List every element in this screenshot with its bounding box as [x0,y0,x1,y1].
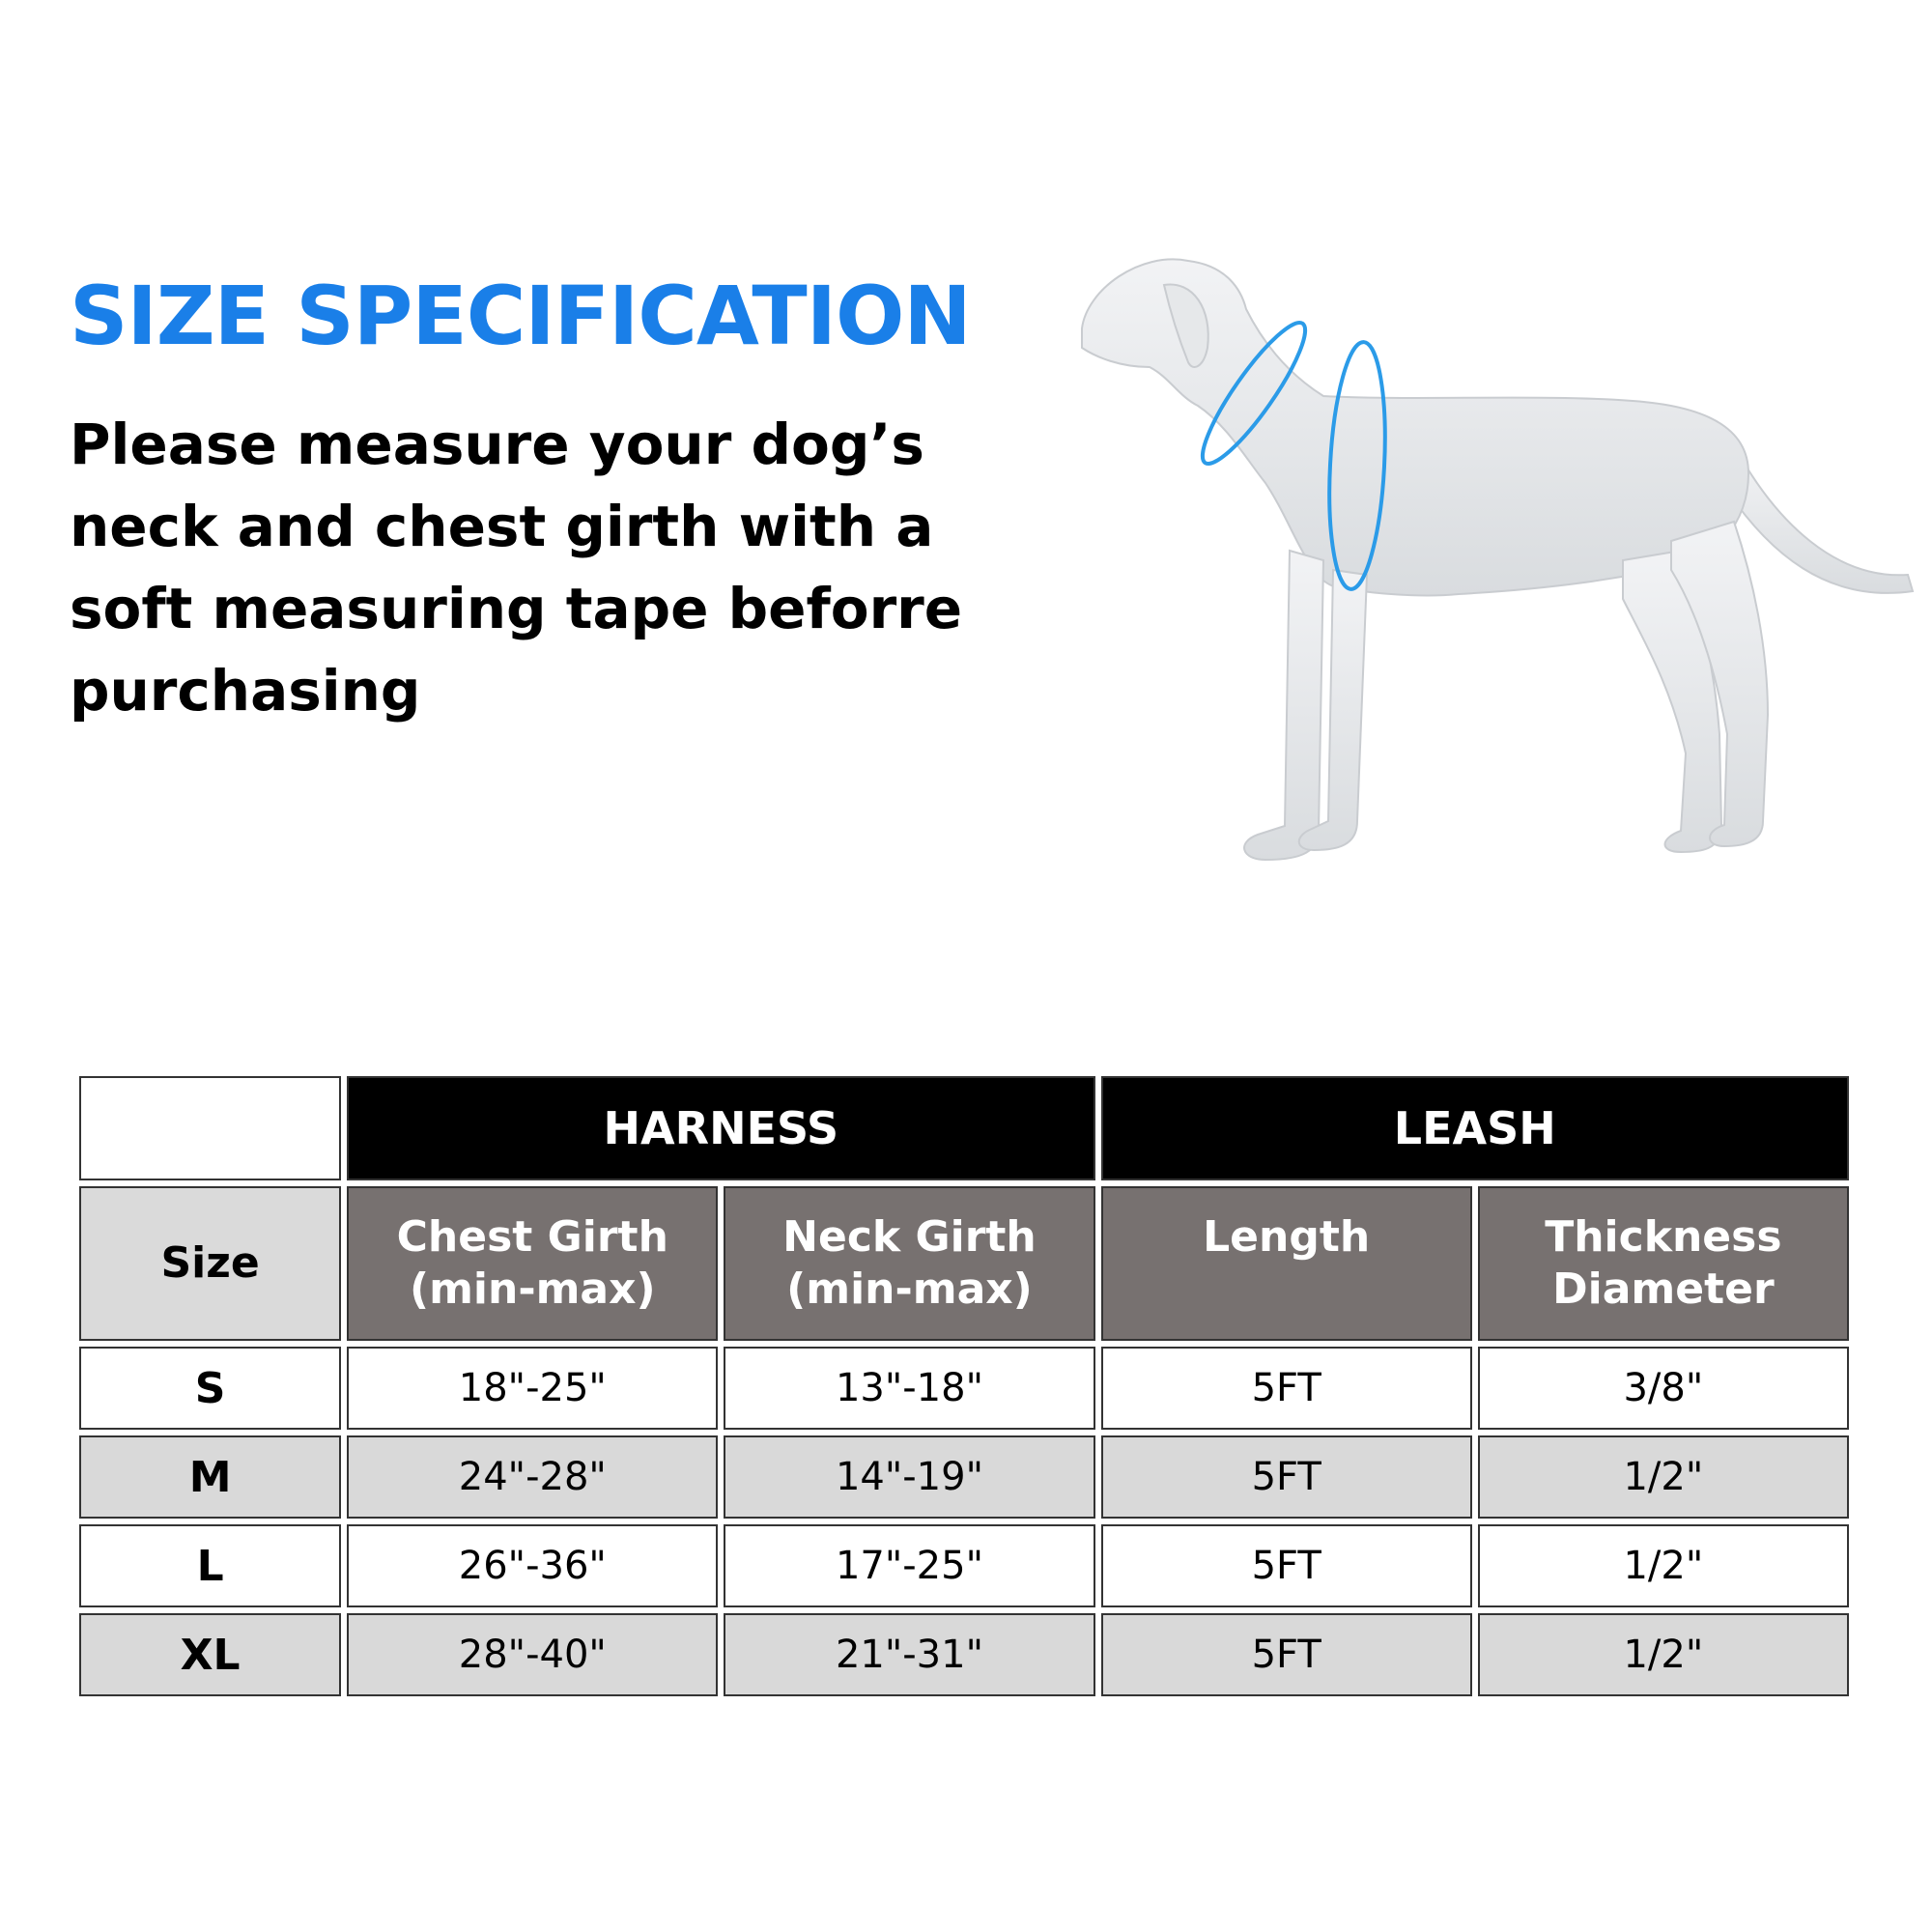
leash-group-header: LEASH [1101,1076,1849,1180]
column-header-row [79,1186,1849,1341]
size-cell: S [79,1347,341,1430]
chest-girth-column-header [347,1186,718,1341]
neck-header-line1: Neck Girth [782,1212,1037,1262]
thickness-cell: 3/8" [1478,1347,1849,1430]
thickness-cell: 1/2" [1478,1524,1849,1607]
size-chart-table [73,1070,1855,1702]
size-cell: M [79,1435,341,1519]
size-cell: XL [79,1613,341,1696]
thickness-header-line2: Diameter [1552,1264,1775,1314]
harness-group-header: HARNESS [347,1076,1094,1180]
neck-girth-cell: 17"-25" [724,1524,1094,1607]
thickness-column-header [1478,1186,1849,1341]
neck-header-line2: (min-max) [786,1264,1033,1314]
measuring-instructions: Please measure your dog’s neck and chest girth with a soft measuring tape beforre purchasing [70,412,963,724]
length-cell: 5FT [1101,1524,1472,1607]
table-row [79,1524,1849,1607]
table-row [79,1347,1849,1430]
chest-girth-cell: 24"-28" [347,1435,718,1519]
thickness-cell: 1/2" [1478,1613,1849,1696]
size-column-header: Size [79,1186,341,1341]
length-column-header [1101,1186,1472,1341]
neck-girth-column-header [724,1186,1094,1341]
length-cell: 5FT [1101,1347,1472,1430]
thickness-header-line1: Thickness [1545,1212,1782,1262]
table-row [79,1435,1849,1519]
chest-header-line1: Chest Girth [396,1212,668,1262]
chest-girth-cell: 28"-40" [347,1613,718,1696]
length-cell: 5FT [1101,1613,1472,1696]
blank-corner-cell [79,1076,341,1180]
dog-silhouette [1082,259,1913,860]
chest-header-line2: (min-max) [409,1264,656,1314]
length-header-line1: Length [1203,1212,1371,1262]
group-header-row [79,1076,1849,1180]
length-cell: 5FT [1101,1435,1472,1519]
size-cell: L [79,1524,341,1607]
dog-measurement-illustration [1005,232,1932,908]
thickness-cell: 1/2" [1478,1435,1849,1519]
chest-girth-cell: 18"-25" [347,1347,718,1430]
neck-girth-cell: 13"-18" [724,1347,1094,1430]
page-title: SIZE SPECIFICATION [70,269,971,363]
neck-girth-cell: 14"-19" [724,1435,1094,1519]
neck-girth-cell: 21"-31" [724,1613,1094,1696]
chest-girth-cell: 26"-36" [347,1524,718,1607]
table-row [79,1613,1849,1696]
